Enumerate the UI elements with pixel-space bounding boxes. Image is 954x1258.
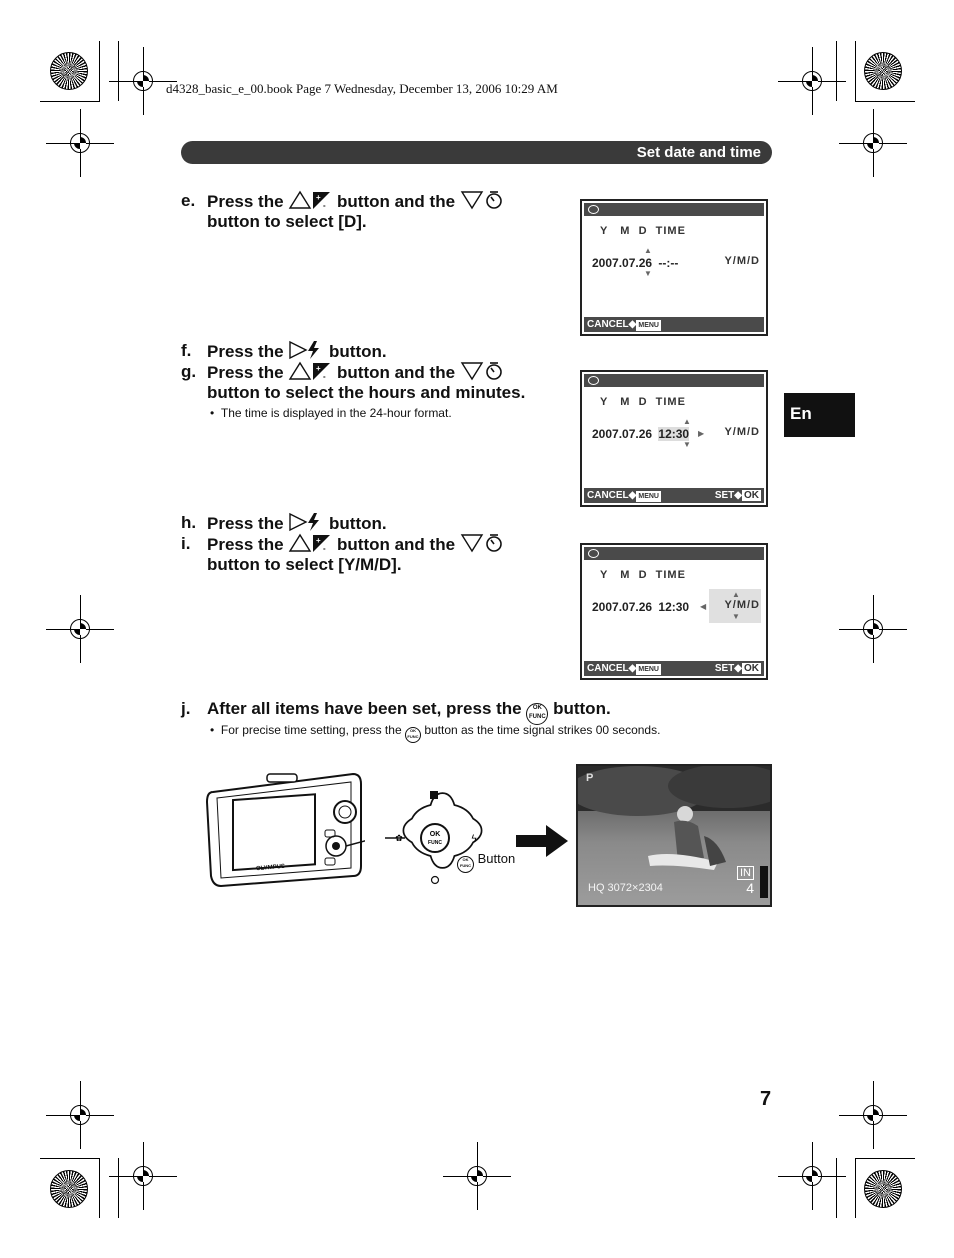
note-text: The time is displayed in the 24-hour format. (220, 406, 452, 420)
crop-line (99, 1158, 100, 1218)
crop-line (40, 101, 100, 102)
clock-icon (588, 376, 599, 385)
up-arrow-icon: ▲ (732, 590, 740, 599)
svg-text:-: - (323, 544, 326, 553)
step-text: button to select the hours and minutes. (207, 383, 526, 402)
step-key: f. (181, 341, 192, 360)
camera-illustration (205, 770, 365, 890)
time-value: --:-- (658, 256, 679, 270)
ok-badge: OK (744, 490, 759, 501)
clock-icon (588, 549, 599, 558)
time-value: 12:30 (658, 600, 690, 614)
registration-wheel (50, 52, 88, 90)
crop-line (40, 1158, 100, 1159)
cancel-label: CANCEL (587, 663, 629, 674)
step-text: button to select [Y/M/D]. (207, 555, 402, 574)
step-text: Press the (207, 342, 284, 361)
step-text: button. (329, 342, 387, 361)
right-flash-icon (288, 512, 324, 532)
svg-text:+: + (316, 364, 321, 373)
down-arrow-icon: ▼ (683, 440, 691, 449)
down-arrow-icon: ▼ (644, 269, 652, 278)
step-key: j. (181, 699, 191, 718)
step-text: button to select [D]. (207, 212, 367, 231)
crop-line (836, 1158, 837, 1218)
step-key: i. (181, 534, 191, 553)
step-text: Press the (207, 514, 284, 533)
caption-text: Button (477, 851, 516, 866)
format-value: Y/M/D (724, 255, 760, 267)
svg-text:+: + (316, 536, 321, 545)
down-selftimer-icon (460, 533, 504, 553)
step-text: button. (329, 514, 387, 533)
set-label: SET (714, 490, 735, 501)
lcd-screen-format: Y M D TIME 2007.07.26 12:30 ▲ ▼ ◀ Y/M/D CANCEL◆ MENU SET◆ OK (580, 543, 768, 680)
control-pad-illustration (385, 788, 485, 888)
down-selftimer-icon (460, 361, 504, 381)
left-arrow-icon: ◀ (700, 602, 707, 611)
step-text: Press the (207, 192, 284, 211)
step-text: Press the (207, 535, 284, 554)
field-labels: Y M D TIME (600, 225, 686, 237)
format-value: Y/M/D (724, 599, 760, 611)
step-text: button and the (337, 535, 456, 554)
up-exposure-icon (288, 533, 332, 553)
svg-text:-: - (323, 372, 326, 381)
svg-text:OK: OK (429, 831, 441, 838)
step-text: button and the (337, 363, 456, 382)
date-value: 2007.07.26 (592, 256, 653, 270)
section-title: Set date and time (636, 144, 761, 161)
mode-indicator: P (586, 772, 594, 784)
cancel-label: CANCEL (587, 490, 629, 501)
ok-func-icon: OK FUNC (526, 703, 548, 725)
note-text: For precise time setting, press the (220, 723, 402, 737)
menu-badge: MENU (638, 666, 659, 673)
up-exposure-icon (288, 361, 332, 381)
memory-indicator: IN (737, 866, 754, 880)
note-precise-time: • For precise time setting, press the OK FUNC button as the time signal strikes 00 seconds. (210, 723, 660, 743)
file-info-header: d4328_basic_e_00.book Page 7 Wednesday, December 13, 2006 10:29 AM (166, 81, 558, 96)
sample-photo (576, 764, 772, 907)
svg-text:ϟ: ϟ (470, 834, 478, 845)
step-text: Press the (207, 363, 284, 382)
set-label: SET (714, 663, 735, 674)
language-label: En (790, 404, 812, 423)
svg-text:✿: ✿ (395, 834, 403, 844)
date-value: 2007.07.26 (592, 600, 653, 614)
format-value: Y/M/D (724, 426, 760, 438)
camera-brand: OLYMPUS (255, 863, 286, 873)
note-text: button as the time signal strikes 00 seconds. (424, 723, 661, 737)
date-value: 2007.07.26 (592, 427, 653, 441)
right-arrow-icon (516, 824, 568, 858)
crop-line (118, 41, 119, 101)
field-labels: Y M D TIME (600, 396, 686, 408)
right-arrow-icon: ▶ (698, 429, 705, 438)
quality-indicator: HQ 3072×2304 (588, 882, 663, 894)
crop-line (855, 41, 856, 101)
lcd-screen-date: Y M D TIME 2007.07.26 --:-- ▲ ▼ Y/M/D CANCEL◆ MENU (580, 199, 768, 336)
crop-line (855, 1158, 856, 1218)
ok-func-icon: OK FUNC (405, 727, 421, 743)
svg-text:+: + (316, 193, 321, 202)
lcd-screen-time: Y M D TIME 2007.07.26 12:30 ▲ ▼ ▶ Y/M/D CANCEL◆ MENU SET◆ OK (580, 370, 768, 507)
step-text: button. (553, 699, 611, 718)
down-selftimer-icon (460, 190, 504, 210)
page-number: 7 (760, 1088, 772, 1110)
svg-text:-: - (323, 201, 326, 210)
crop-line (99, 41, 100, 101)
ok-func-icon: OK FUNC (457, 856, 474, 873)
step-key: h. (181, 513, 197, 532)
field-labels: Y M D TIME (600, 569, 686, 581)
crop-line (855, 1158, 915, 1159)
right-flash-icon (288, 340, 324, 360)
svg-text:FUNC: FUNC (428, 840, 442, 846)
up-arrow-icon: ▲ (644, 246, 652, 255)
crop-line (855, 101, 915, 102)
down-arrow-icon: ▼ (732, 612, 740, 621)
time-value: 12:30 (658, 427, 690, 441)
step-text: After all items have been set, press the (207, 699, 522, 718)
up-exposure-icon (288, 190, 332, 210)
cancel-label: CANCEL (587, 319, 629, 330)
registration-wheel (50, 1170, 88, 1208)
menu-badge: MENU (638, 493, 659, 500)
ok-badge: OK (744, 663, 759, 674)
remaining-shots: 4 (746, 880, 754, 896)
language-tab (784, 393, 855, 437)
crop-line (836, 41, 837, 101)
menu-badge: MENU (638, 322, 659, 329)
section-banner (181, 141, 772, 164)
step-text: button and the (337, 192, 456, 211)
ok-button-caption (457, 851, 515, 873)
clock-icon (588, 205, 599, 214)
battery-bar (760, 866, 768, 898)
step-key: g. (181, 362, 197, 381)
step-key: e. (181, 191, 196, 210)
crop-line (118, 1158, 119, 1218)
registration-wheel (864, 52, 902, 90)
up-arrow-icon: ▲ (683, 417, 691, 426)
registration-wheel (864, 1170, 902, 1208)
note-24hour: • The time is displayed in the 24-hour format. (210, 406, 452, 420)
